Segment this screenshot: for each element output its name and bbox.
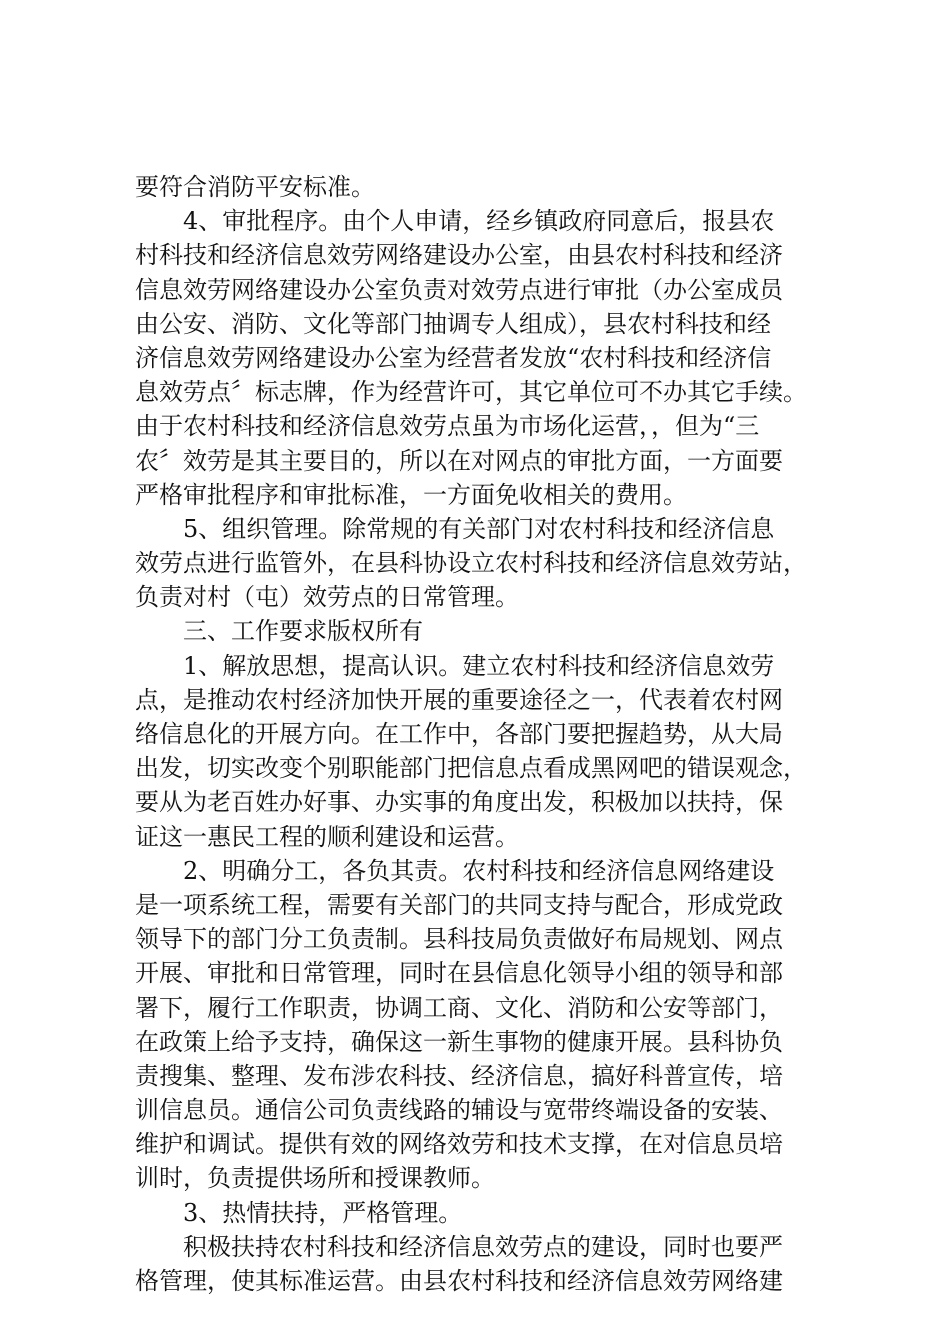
paragraph-start-line: 4、审批程序。由个人申请，经乡镇政府同意后，报县农 [183, 207, 775, 236]
text-line: 农〞效劳是其主要目的，所以在对网点的审批方面，一方面要 [135, 446, 783, 475]
paragraph-start-line: 1、解放思想，提高认识。建立农村科技和经济信息效劳 [183, 651, 775, 680]
text-line: 维护和调试。提供有效的网络效劳和技术支撑，在对信息员培 [135, 1130, 783, 1159]
text-line: 由公安、消防、文化等部门抽调专人组成），县农村科技和经 [135, 309, 771, 338]
paragraph-start-line: 2、明确分工，各负其责。农村科技和经济信息网络建设 [183, 856, 775, 885]
text-line: 村科技和经济信息效劳网络建设办公室，由县农村科技和经济 [135, 241, 783, 270]
text-line: 格管理，使其标准运营。由县农村科技和经济信息效劳网络建 [135, 1267, 783, 1295]
text-line: 络信息化的开展方向。在工作中，各部门要把握趋势，从大局 [135, 720, 783, 748]
paragraph-start-line: 5、组织管理。除常规的有关部门对农村科技和经济信息 [183, 514, 775, 543]
text-line: 严格审批程序和审批标准，一方面免收相关的费用。 [135, 480, 687, 509]
text-line: 证这一惠民工程的顺利建设和运营。 [135, 822, 519, 851]
subsection-heading: 3、热情扶持，严格管理。 [183, 1198, 463, 1227]
text-line: 开展、审批和日常管理，同时在县信息化领导小组的领导和部 [135, 959, 783, 988]
text-line: 信息效劳网络建设办公室负责对效劳点进行审批（办公室成员 [135, 275, 783, 304]
text-line: 点，是推动农村经济加快开展的重要途径之一，代表着农村网 [135, 685, 783, 714]
text-line: 济信息效劳网络建设办公室为经营者发放“农村科技和经济信 [135, 343, 772, 372]
text-line: 是一项系统工程，需要有关部门的共同支持与配合，形成党政 [135, 890, 783, 919]
text-line: 出发，切实改变个别职能部门把信息点看成黑网吧的错误观念， [135, 754, 807, 783]
section-heading: 三、工作要求版权所有 [183, 617, 423, 646]
text-line: 训信息员。通信公司负责线路的辅设与宽带终端设备的安装、 [135, 1096, 783, 1125]
text-line: 要从为老百姓办好事、办实事的角度出发，积极加以扶持，保 [135, 788, 783, 817]
paragraph-start-line: 积极扶持农村科技和经济信息效劳点的建设，同时也要严 [183, 1232, 783, 1261]
text-line: 效劳点进行监管外，在县科协设立农村科技和经济信息效劳站， [135, 549, 807, 578]
text-line: 负责对村（屯）效劳点的日常管理。 [135, 583, 519, 612]
document-body [135, 170, 835, 1298]
text-line: 要符合消防平安标准。 [135, 173, 375, 201]
text-line: 责搜集、整理、发布涉农科技、经济信息，搞好科普宣传，培 [135, 1061, 783, 1090]
text-line: 署下，履行工作职责，协调工商、文化、消防和公安等部门， [135, 993, 783, 1022]
text-line: 息效劳点〞标志牌，作为经营许可，其它单位可不办其它手续。 [135, 378, 807, 407]
text-line: 训时，负责提供场所和授课教师。 [135, 1164, 495, 1193]
text-line: 由于农村科技和经济信息效劳点虽为市场化运营，，但为“三 [135, 412, 760, 441]
text-line: 在政策上给予支持，确保这一新生事物的健康开展。县科协负 [135, 1027, 783, 1056]
text-line: 领导下的部门分工负责制。县科技局负责做好布局规划、网点 [135, 925, 783, 954]
